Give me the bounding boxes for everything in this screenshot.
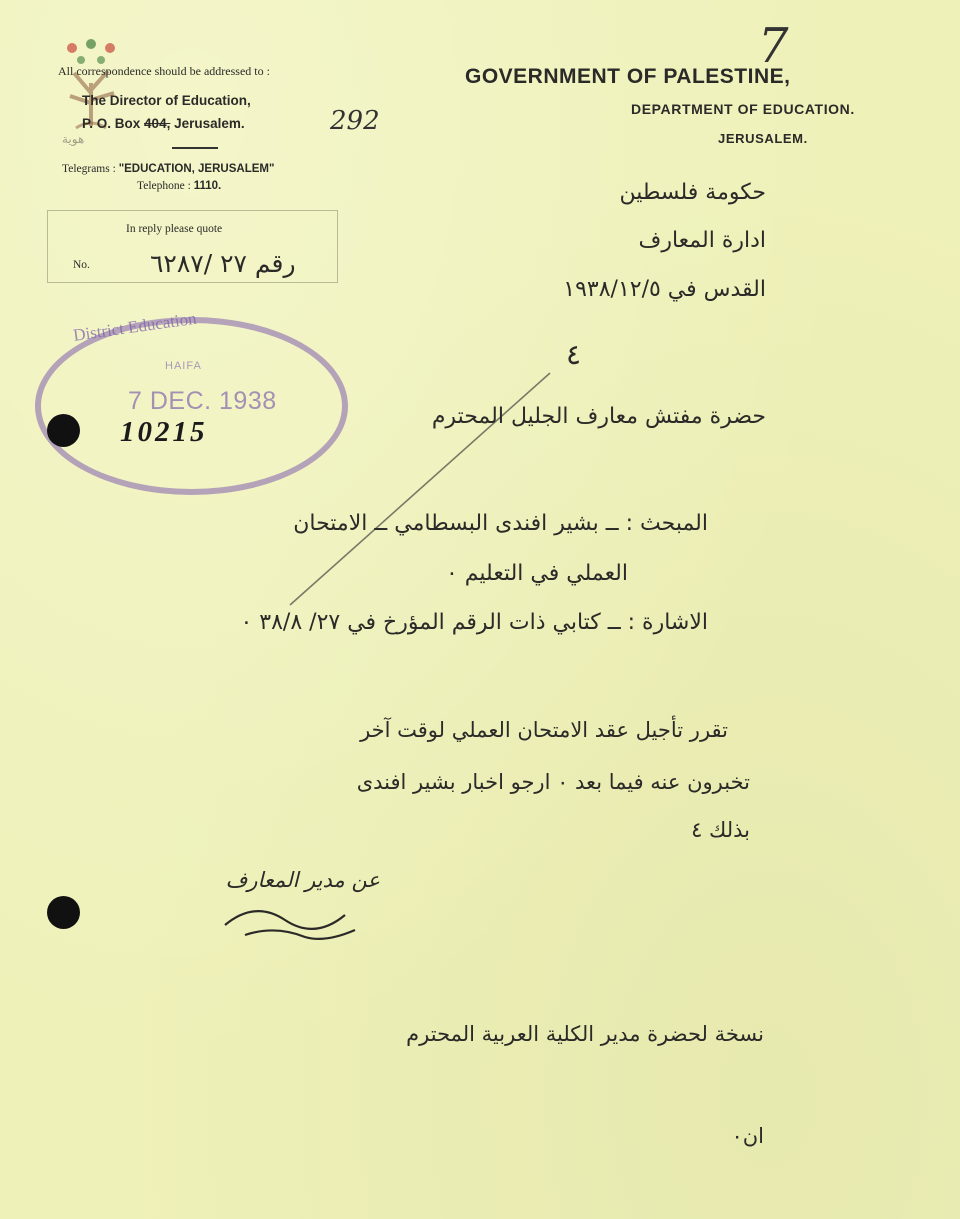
addressee-line: حضرة مفتش معارف الجليل المحترم: [431, 404, 766, 429]
pobox-number-struck: 404,: [144, 116, 171, 131]
pobox-line: [82, 116, 245, 131]
telephone-label: Telephone :: [137, 180, 191, 192]
handwritten-corner-mark: 7: [758, 18, 789, 74]
arabic-government: حكومة فلسطين: [619, 180, 766, 205]
telegrams-label: Telegrams :: [62, 163, 116, 175]
stamp-date: 7 DEC. 1938: [128, 387, 277, 415]
stamp-city: HAIFA: [165, 360, 202, 372]
body-line-3: بذلك ٤: [691, 818, 750, 842]
stamp-title: District Education: [72, 308, 198, 345]
director-line: The Director of Education,: [82, 93, 251, 108]
pobox-prefix: P. O. Box: [82, 116, 141, 131]
body-line-2: تخبرون عنه فيما بعد ٠ ارجو اخبار بشير افندى: [356, 770, 750, 794]
telephone-value: 1110.: [193, 180, 222, 192]
divider-rule: [172, 147, 218, 149]
telephone-line: [137, 180, 221, 192]
telegrams-value: "EDUCATION, JERUSALEM": [118, 163, 275, 175]
no-label: No.: [73, 259, 90, 271]
pobox-city: Jerusalem.: [174, 116, 245, 131]
arabic-department: ادارة المعارف: [638, 228, 766, 253]
signature-line: عن مدير المعارف: [225, 868, 380, 892]
reference-number: رقم ٢٧ /٦٢٨٧: [150, 249, 296, 278]
reference-line: الاشارة : ــ كتابي ذات الرقم المؤرخ في ٢٧/ ٣٨/٨ ٠: [240, 610, 708, 635]
city-title: JERUSALEM.: [718, 131, 808, 146]
reply-label: In reply please quote: [126, 223, 223, 235]
handwritten-number: 292: [330, 106, 380, 136]
arabic-date: القدس في ١٩٣٨/١٢/٥: [563, 277, 766, 302]
punch-hole-bottom: [47, 896, 80, 929]
logo-caption: هوية: [62, 132, 85, 146]
correspondence-note: All correspondence should be addressed to :: [58, 64, 270, 78]
stamp-number: 10215: [120, 416, 208, 448]
government-title: GOVERNMENT OF PALESTINE,: [465, 65, 791, 88]
handwritten-mark: ٤: [566, 338, 582, 371]
subject-line-2: العملي في التعليم ٠: [445, 561, 628, 586]
department-title: DEPARTMENT OF EDUCATION.: [631, 101, 855, 117]
punch-hole-top: [47, 414, 80, 447]
initials: ان٠: [731, 1124, 764, 1148]
signature-scribble-icon: [215, 895, 365, 945]
body-line-1: تقرر تأجيل عقد الامتحان العملي لوقت آخر: [360, 718, 728, 742]
subject-line-1: المبحث : ــ بشير افندى البسطامي ــ الامتحان: [293, 511, 708, 536]
telegrams-line: [62, 163, 274, 175]
copy-line: نسخة لحضرة مدير الكلية العربية المحترم: [406, 1022, 764, 1046]
